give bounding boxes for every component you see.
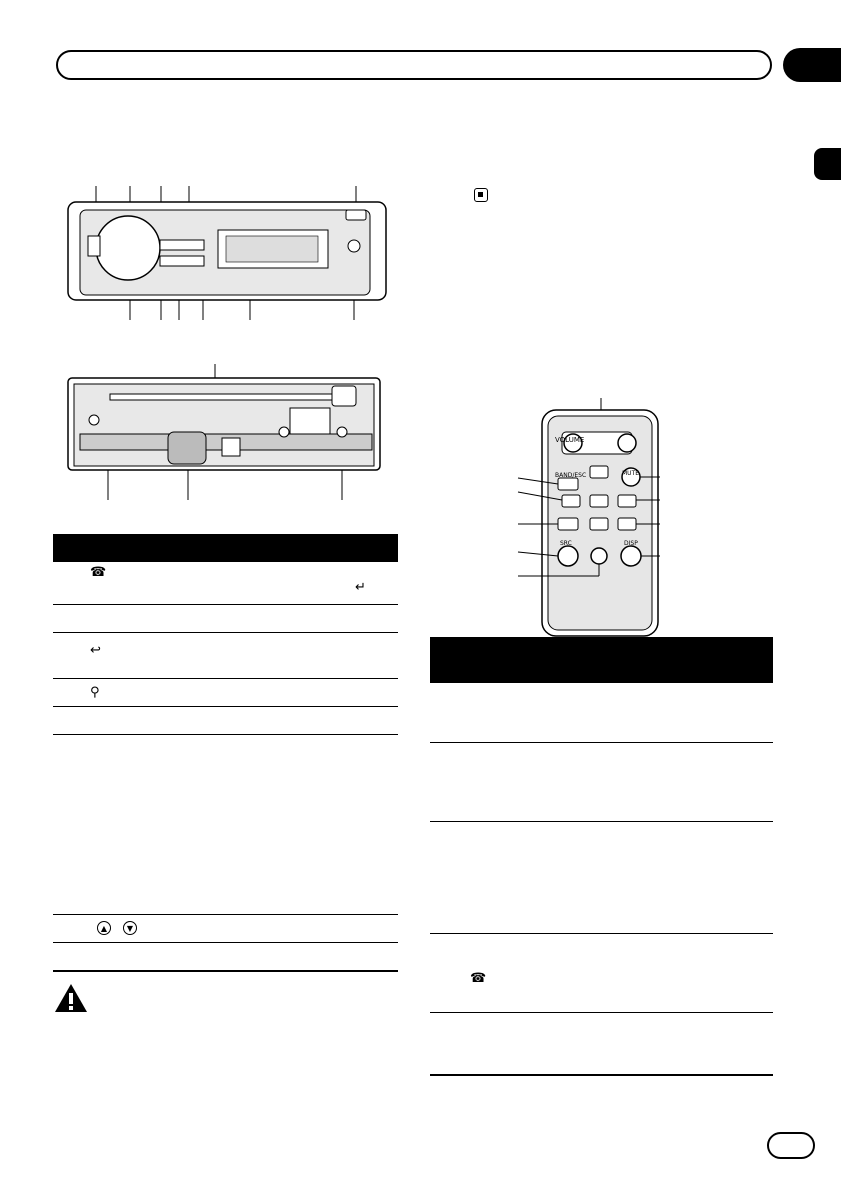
head-unit-front-diagram xyxy=(60,180,390,325)
enter-icon: ↵ xyxy=(355,580,366,595)
row-divider xyxy=(53,560,398,562)
remote-src-label: SRC xyxy=(560,540,572,547)
row-divider xyxy=(53,632,398,633)
phone-icon: ☎ xyxy=(90,565,107,580)
row-divider xyxy=(53,678,398,679)
stop-icon xyxy=(474,188,488,202)
up-arrow-icon: ▲ xyxy=(97,921,111,935)
row-divider xyxy=(53,942,398,943)
phone-icon: ☎ xyxy=(470,971,487,986)
row-divider xyxy=(53,706,398,707)
row-divider xyxy=(430,1012,773,1013)
remote-mute-label: MUTE xyxy=(622,470,640,477)
row-divider xyxy=(430,1074,773,1076)
down-arrow-icon: ▼ xyxy=(123,921,137,935)
row-divider xyxy=(430,821,773,822)
remote-band-esc-label: BAND/ESC xyxy=(555,472,587,479)
remote-control-diagram xyxy=(500,392,660,637)
right-table-header xyxy=(430,637,773,681)
head-unit-detached-diagram xyxy=(60,360,390,505)
row-divider xyxy=(430,933,773,934)
page-number-badge xyxy=(767,1132,815,1159)
chapter-tab xyxy=(783,48,841,82)
remote-disp-label: DISP xyxy=(624,540,638,547)
header-bar xyxy=(56,50,772,80)
left-table-header xyxy=(53,534,398,560)
warning-icon xyxy=(54,983,88,1013)
remote-volume-label: VOLUME xyxy=(555,436,585,444)
row-divider xyxy=(430,681,773,683)
row-divider xyxy=(430,742,773,743)
side-section-tab xyxy=(814,148,841,180)
row-divider xyxy=(53,914,398,915)
back-arrow-icon: ↩ xyxy=(90,643,101,658)
row-divider xyxy=(53,734,398,735)
row-divider xyxy=(53,604,398,605)
row-divider xyxy=(53,970,398,972)
search-icon: ⚲ xyxy=(90,685,100,700)
